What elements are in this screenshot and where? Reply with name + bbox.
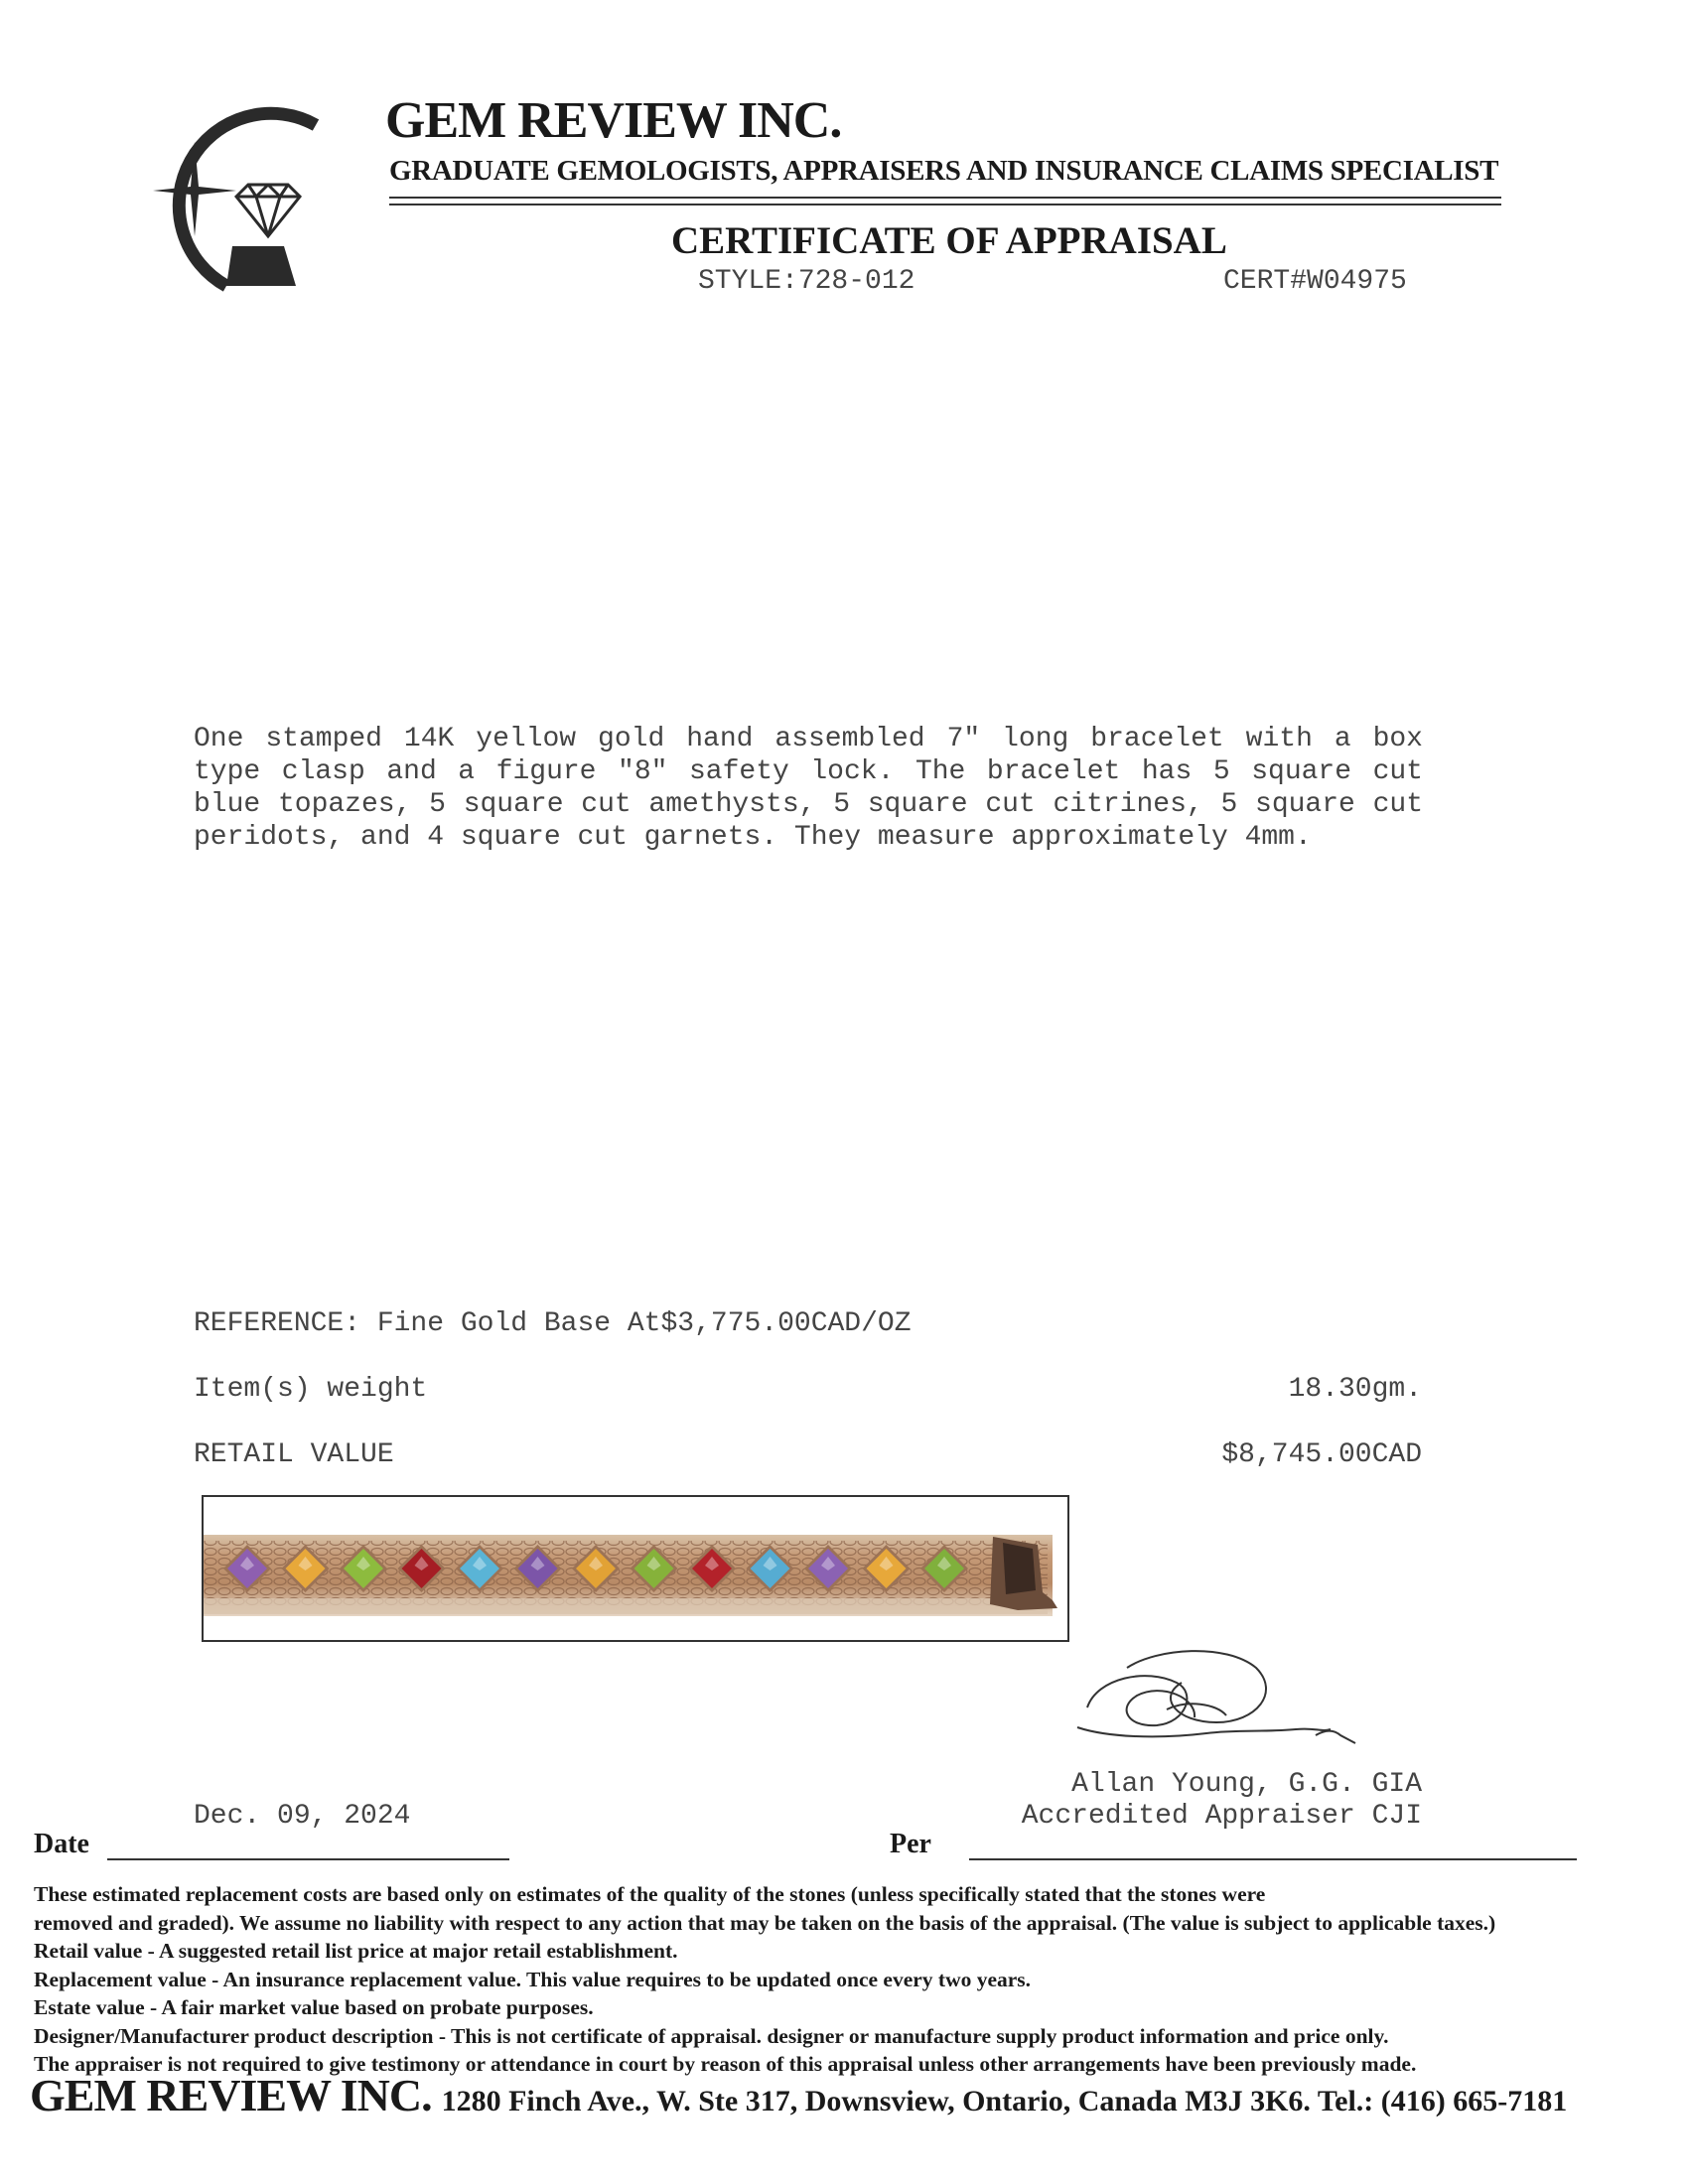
item-description: One stamped 14K yellow gold hand assembled 7" long bracelet with a box type clasp and a figure "8" safety lock. The bracelet has 5 square cut blue topazes, 5 square cut amethysts, 5 square cut citrines, 5 square cut peridots, and 4 square cut garnets. They measure approximately 4mm. <box>194 724 1423 853</box>
date-label: Date <box>34 1829 89 1859</box>
disclaimer-line: These estimated replacement costs are based only on estimates of the quality of the stones (unless specifically stated that the stones were <box>34 1882 1266 1906</box>
disclaimer-line: Replacement value - An insurance replacement value. This value requires to be updated once every two years. <box>34 1967 1032 1991</box>
retail-value-label: RETAIL VALUE <box>194 1439 394 1470</box>
gold-reference: REFERENCE: Fine Gold Base At$3,775.00CAD/OZ <box>194 1308 912 1339</box>
bracelet-photo <box>204 1497 1067 1640</box>
retail-value: $8,745.00CAD <box>1221 1439 1422 1470</box>
disclaimer-line: Designer/Manufacturer product description - This is not certificate of appraisal. designer or manufacture supply product information and price only. <box>34 2023 1389 2048</box>
footer-address: 1280 Finch Ave., W. Ste 317, Downsview, Ontario, Canada M3J 3K6. Tel.: (416) 665-7181 <box>441 2085 1568 2117</box>
footer-company-name: GEM REVIEW INC. <box>30 2070 432 2120</box>
style-number: STYLE:728-012 <box>698 266 915 297</box>
company-tagline: GRADUATE GEMOLOGISTS, APPRAISERS AND INSURANCE CLAIMS SPECIALIST <box>389 155 1499 187</box>
disclaimer-line: The appraiser is not required to give testimony or attendance in court by reason of this appraisal unless other arrangements have been previously made. <box>34 2052 1417 2076</box>
appraiser-name: Allan Young, G.G. GIA <box>1071 1769 1422 1800</box>
per-label: Per <box>890 1829 931 1859</box>
disclaimer-line: Estate value - A fair market value based on probate purposes. <box>34 1995 594 2019</box>
certificate-number: CERT#W04975 <box>1223 266 1407 297</box>
appraisal-date: Dec. 09, 2024 <box>194 1801 411 1832</box>
appraiser-title: Accredited Appraiser CJI <box>1021 1801 1422 1832</box>
disclaimer-line: Retail value - A suggested retail list price at major retail establishment. <box>34 1939 678 1963</box>
header-rule-bottom <box>389 204 1501 205</box>
disclaimer <box>34 1880 1662 2079</box>
certificate-title: CERTIFICATE OF APPRAISAL <box>671 219 1227 262</box>
company-name: GEM REVIEW INC. <box>385 92 842 149</box>
appraiser-signature <box>1067 1638 1395 1757</box>
weight-label: Item(s) weight <box>194 1374 428 1405</box>
bracelet-photo-frame <box>202 1495 1069 1642</box>
gem-review-logo-icon <box>137 97 326 296</box>
weight-value: 18.30gm. <box>1288 1374 1422 1405</box>
header-rule-top <box>389 197 1501 199</box>
per-signature-line <box>969 1858 1577 1860</box>
footer <box>30 2069 1567 2121</box>
date-signature-line <box>107 1858 509 1860</box>
disclaimer-line: removed and graded). We assume no liability with respect to any action that may be taken on the basis of the appraisal. (The value is subject to applicable taxes.) <box>34 1910 1496 1935</box>
